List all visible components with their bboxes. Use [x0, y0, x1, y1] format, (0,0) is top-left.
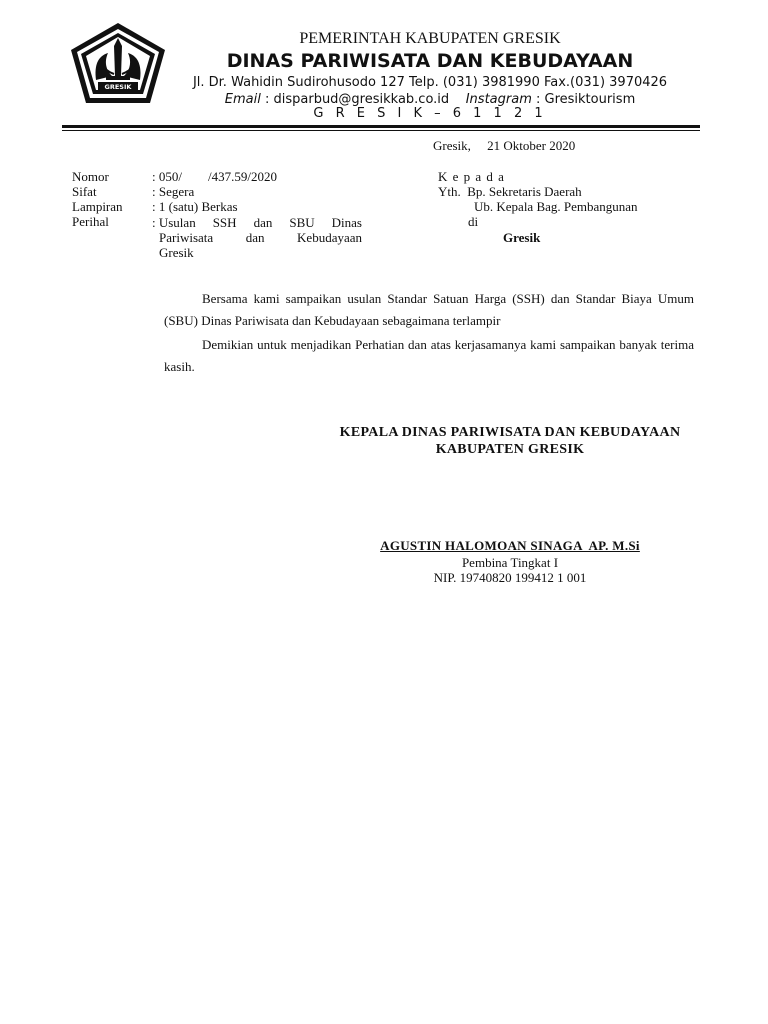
signatory-nip: NIP. 19740820 199412 1 001 [433, 570, 587, 585]
letter-date: Gresik, 21 Oktober 2020 [433, 138, 576, 153]
contact-line [160, 92, 700, 107]
recipient-di: di [468, 214, 479, 229]
perihal-label: Perihal [72, 214, 109, 229]
sifat-value: : Segera [152, 184, 195, 199]
city-postal-code: G R E S I K – 6 1 1 2 1 [313, 106, 547, 121]
instagram-label: Instagram [465, 92, 532, 107]
email-label: Email [224, 92, 261, 107]
body-paragraph-2: Demikian untuk menjadikan Perhatian dan atas kerjasamanya kami sampaikan banyak terima kasih. [164, 337, 694, 374]
body-paragraph-1: Bersama kami sampaikan usulan Standar Satuan Harga (SSH) dan Standar Biaya Umum (SBU) Dinas Pariwisata dan Kebudayaan sebagaimana terlampir [164, 291, 694, 328]
lampiran-label: Lampiran [72, 199, 123, 214]
signatory-title-line-1: KEPALA DINAS PARIWISATA DAN KEBUDAYAAN [339, 425, 681, 440]
perihal-word: dan [253, 215, 273, 230]
recipient-place: Gresik [503, 230, 541, 245]
lampiran-value: : 1 (satu) Berkas [152, 199, 238, 214]
perihal-word: Kebudayaan [297, 230, 362, 245]
instagram-value: : Gresiktourism [531, 92, 636, 107]
email-value: : disparbud@gresikkab.co.id [260, 92, 450, 107]
perihal-line-2 [152, 230, 362, 245]
nomor-label: Nomor [72, 169, 109, 184]
recipient-kepada: K e p a d a [438, 169, 505, 184]
government-name: PEMERINTAH KABUPATEN GRESIK [299, 30, 561, 47]
gresik-regency-emblem [68, 20, 168, 106]
office-address: Jl. Dr. Wahidin Sudirohusodo 127 Telp. (031) 3981990 Fax.(031) 3970426 [192, 75, 668, 90]
signatory-title-line-2: KABUPATEN GRESIK [435, 442, 585, 457]
perihal-word: dan [245, 230, 265, 245]
letterhead-rule-thick [62, 125, 700, 128]
perihal-word: Dinas [331, 215, 362, 230]
recipient-ub: Ub. Kepala Bag. Pembangunan [474, 199, 638, 214]
department-name: DINAS PARIWISATA DAN KEBUDAYAAN [226, 50, 634, 72]
signatory-name: AGUSTIN HALOMOAN SINAGA AP. M.Si [380, 538, 640, 553]
recipient-yth: Yth. Bp. Sekretaris Daerah [438, 184, 582, 199]
perihal-value [152, 215, 362, 260]
perihal-word: SBU [289, 215, 315, 230]
perihal-word: : Usulan [152, 215, 196, 230]
signatory-title [300, 424, 720, 458]
perihal-word: SSH [212, 215, 237, 230]
perihal-word: Pariwisata [159, 230, 214, 245]
letterhead-rule-thin [62, 130, 700, 131]
emblem-label: GRESIK [104, 83, 132, 91]
signatory-rank: Pembina Tingkat I [461, 555, 559, 570]
perihal-line-3: Gresik [159, 245, 194, 260]
nomor-value: : 050/ /437.59/2020 [152, 169, 277, 184]
sifat-label: Sifat [72, 184, 97, 199]
perihal-line-1 [152, 215, 362, 230]
